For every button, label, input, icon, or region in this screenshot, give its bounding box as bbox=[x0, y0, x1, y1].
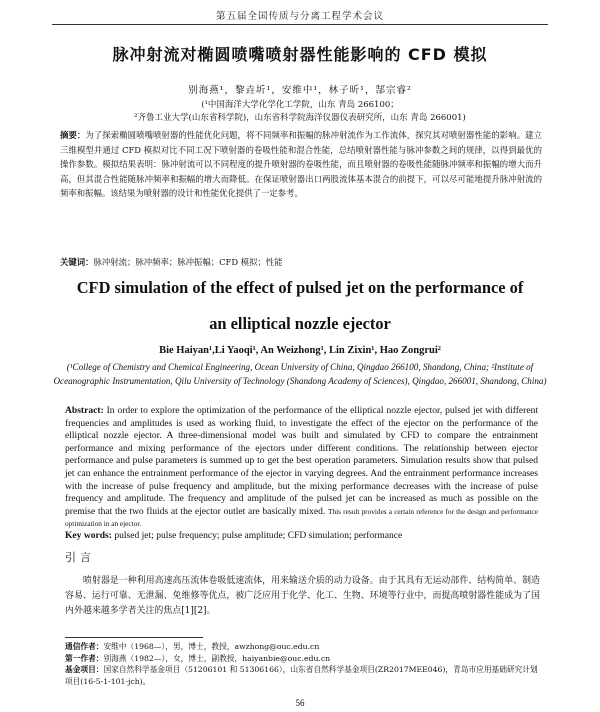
chinese-abstract bbox=[60, 128, 542, 201]
english-keywords-text: pulsed jet; pulse frequency; pulse amplitude; CFD simulation; performance bbox=[111, 530, 403, 541]
footnote-first-author-text: 别海燕（1982—），女，博士，副教授，haiyanbie@ouc.edu.cn bbox=[103, 653, 331, 663]
chinese-keywords bbox=[60, 256, 542, 268]
english-abstract-label: Abstract: bbox=[65, 405, 104, 416]
footnote-funding-text: 国家自然科学基金项目（51206101 和 51306166），山东省自然科学基金项目(ZR2017MEE046)，青岛市应用基础研究计划项目(16-5-1-101-jch)。 bbox=[65, 665, 538, 686]
header-rule bbox=[52, 24, 548, 25]
footnote-first-author bbox=[65, 653, 545, 665]
footnote-funding-label: 基金项目： bbox=[65, 665, 104, 674]
english-keywords-label: Key words: bbox=[65, 530, 112, 541]
chinese-keywords-text: 脉冲射流；脉冲频率；脉冲振幅；CFD 模拟；性能 bbox=[93, 257, 283, 267]
chinese-affiliation-1: (¹中国海洋大学化学化工学院，山东 青岛 266100； bbox=[201, 100, 399, 110]
footnote-funding bbox=[65, 664, 545, 687]
page-number: 56 bbox=[295, 698, 305, 708]
english-title-line-2: an elliptical nozzle ejector bbox=[209, 314, 391, 333]
english-authors: Bie Haiyan¹,Li Yaoqi¹, An Weizhong¹, Lin Zixin¹, Hao Zongrui² bbox=[159, 345, 441, 356]
footnote-contact bbox=[65, 641, 545, 653]
chinese-title: 脉冲射流对椭圆喷嘴喷射器性能影响的 CFD 模拟 bbox=[112, 45, 488, 64]
footnote-contact-text: 安维中（1968—），男，博士，教授，awzhong@ouc.edu.cn bbox=[103, 642, 320, 651]
english-title-line-1: CFD simulation of the effect of pulsed jet on the performance of bbox=[76, 278, 524, 297]
footnote-rule bbox=[65, 637, 203, 638]
running-head: 第五届全国传质与分离工程学术会议 bbox=[215, 11, 384, 22]
chinese-affiliation-2: ²齐鲁工业大学(山东省科学院)，山东省科学院海洋仪器仪表研究所，山东 青岛 266001) bbox=[134, 113, 466, 123]
footnote-contact-label: 通信作者： bbox=[65, 642, 104, 651]
footnote-first-author-label: 第一作者： bbox=[65, 653, 104, 663]
intro-body: 喷射器是一种利用高速高压流体卷吸低速流体，用来输送介质的动力设备。由于其具有无运动部件、结构简单、制造容易、运行可靠、无泄漏、免维修等优点，被广泛应用于化学、化工、生物、环境等行业中，而提高喷射器性能成为了国内外越来越多学者关注的焦点[1][2]。 bbox=[65, 576, 540, 617]
english-abstract-text: In order to explore the optimization of the performance of the elliptical nozzle ejector, pulsed jet with different frequencies and amplitudes is used as working fluid, to investigate the effect of the ejector on the performance of the elliptical nozzle ejector. A three-dimensional model was built and simulated by CFD to compare the entrainment performance and mixing performance of the ejectors under different conditions. The relationship between ejector performance and pulse parameters is summed up to get the best operation parameters. Simulation results show that pulsed jet can enhance the entrainment performance of the ejector in varying degrees. And the entrainment performance increases with the increase of pulse frequency and amplitude, but the mixing performance decreases with the increase of pulse frequency and amplitude. The frequency and amplitude of the pulsed jet can be increased as much as possible on the premise that the two fluids at the ejector outlet are basically mixed. bbox=[65, 405, 538, 517]
chinese-abstract-text: 为了探索椭圆喷嘴喷射器的性能优化问题，将不同频率和振幅的脉冲射流作为工作流体，探究其对喷射器性能的影响。建立三维模型并通过 CFD 模拟对比不同工况下喷射器的卷吸性能和混合性能，总结喷射器性能与脉冲参数之间的规律，以得到最优的操作参数。模拟结果表明：脉冲射流可以不同程度的提升喷射器的卷吸性能，而且喷射器的卷吸性能随脉冲频率和振幅的增大而升高，但其混合性能随脉冲频率和振幅的增大而降低。在保证喷射器出口两股流体基本混合的前提下，可以尽可能地提升脉冲射流的频率和振幅。该结果为喷射器的设计和性能优化提供了一定参考。 bbox=[60, 130, 542, 199]
chinese-abstract-label: 摘要： bbox=[60, 130, 86, 140]
footnotes bbox=[65, 641, 545, 687]
chinese-keywords-label: 关键词： bbox=[60, 257, 94, 267]
english-title bbox=[30, 270, 570, 342]
english-affiliation: (¹College of Chemistry and Chemical Engineering, Ocean University of China, Qingdao 266100, Shandong, China; ²Institute of Oceanographic Instrumentation, Qilu University of Technology (Shandong Academy of Sciences), Qingdao, 266001, Shandong, China) bbox=[53, 362, 547, 386]
english-abstract-tail: This result provides a certain reference for the design and performance optimization in an ejector. bbox=[65, 506, 538, 529]
intro-heading: 引言 bbox=[65, 551, 95, 564]
english-abstract bbox=[65, 405, 538, 531]
english-keywords bbox=[65, 530, 538, 541]
chinese-authors: 别海燕¹，黎垚圻¹，安维中¹，林子昕¹，郜宗睿² bbox=[188, 85, 412, 96]
